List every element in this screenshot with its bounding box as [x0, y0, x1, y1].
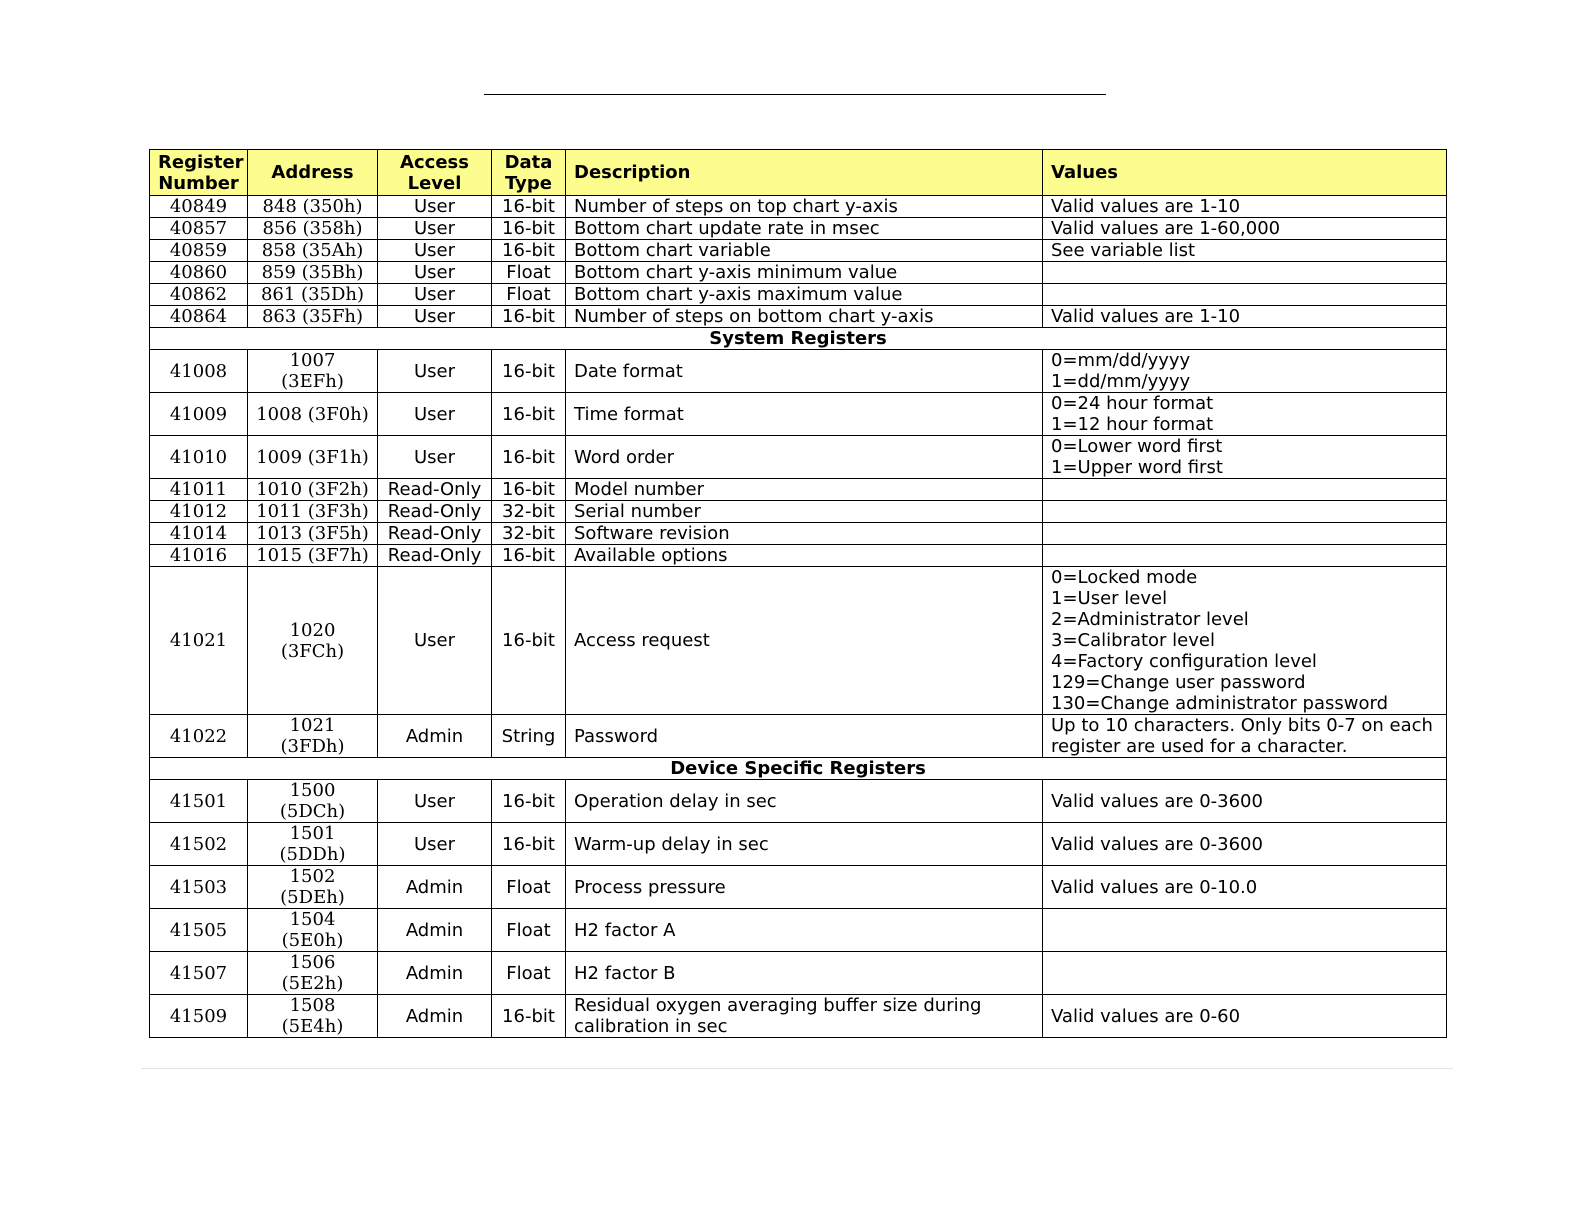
- value-line: Valid values are 0-10.0: [1051, 876, 1258, 898]
- address-cell: 859 (35Bh): [248, 262, 378, 284]
- table-row: [150, 479, 1447, 501]
- data-type-cell: 16-bit: [492, 196, 566, 218]
- value-line: Valid values are 1-60,000: [1051, 218, 1281, 239]
- values-cell: [1043, 218, 1447, 240]
- values-cell: [1043, 479, 1447, 501]
- description-cell: Password: [566, 715, 1043, 758]
- register-number-cell: 40864: [150, 306, 248, 328]
- description-cell: Word order: [566, 436, 1043, 479]
- register-number-cell: 40862: [150, 284, 248, 306]
- header-description: Description: [566, 150, 1043, 196]
- address-cell: 1502 (5DEh): [248, 866, 378, 909]
- description-cell: Bottom chart update rate in msec: [566, 218, 1043, 240]
- data-type-cell: Float: [492, 952, 566, 995]
- table-row: [150, 196, 1447, 218]
- description-cell: Process pressure: [566, 866, 1043, 909]
- values-cell: [1043, 306, 1447, 328]
- description-cell: Number of steps on top chart y-axis: [566, 196, 1043, 218]
- table-row: [150, 393, 1447, 436]
- values-cell: [1043, 780, 1447, 823]
- access-level-cell: User: [378, 196, 492, 218]
- data-type-cell: 16-bit: [492, 218, 566, 240]
- address-cell: 1506 (5E2h): [248, 952, 378, 995]
- register-table: [149, 149, 1447, 1038]
- header-access-line1: Access: [400, 151, 469, 173]
- table-row: [150, 715, 1447, 758]
- data-type-cell: 32-bit: [492, 523, 566, 545]
- register-number-cell: 41014: [150, 523, 248, 545]
- header-register-line2: Number: [158, 172, 239, 194]
- header-rule: [484, 94, 1106, 95]
- access-level-cell: User: [378, 262, 492, 284]
- values-cell: [1043, 523, 1447, 545]
- header-type-line2: Type: [505, 172, 552, 194]
- values-cell: [1043, 952, 1447, 995]
- data-type-cell: 16-bit: [492, 350, 566, 393]
- register-number-cell: 41021: [150, 567, 248, 715]
- address-cell: 1010 (3F2h): [248, 479, 378, 501]
- address-cell: 858 (35Ah): [248, 240, 378, 262]
- data-type-cell: 16-bit: [492, 393, 566, 436]
- register-number-cell: 41502: [150, 823, 248, 866]
- address-cell: 861 (35Dh): [248, 284, 378, 306]
- value-line: register are used for a character.: [1051, 736, 1348, 757]
- address-cell: 1008 (3F0h): [248, 393, 378, 436]
- table-row: [150, 909, 1447, 952]
- header-register-line1: Register: [158, 151, 244, 173]
- value-line: 2=Administrator level: [1051, 609, 1249, 630]
- data-type-cell: Float: [492, 262, 566, 284]
- register-number-cell: 41503: [150, 866, 248, 909]
- section-title: System Registers: [150, 328, 1447, 350]
- value-line: Up to 10 characters. Only bits 0-7 on each: [1051, 715, 1433, 736]
- data-type-cell: 16-bit: [492, 823, 566, 866]
- description-cell: Bottom chart y-axis maximum value: [566, 284, 1043, 306]
- data-type-cell: Float: [492, 284, 566, 306]
- access-level-cell: Admin: [378, 952, 492, 995]
- table-row: [150, 262, 1447, 284]
- data-type-cell: 16-bit: [492, 780, 566, 823]
- table-row: [150, 545, 1447, 567]
- access-level-cell: User: [378, 393, 492, 436]
- data-type-cell: 16-bit: [492, 567, 566, 715]
- description-cell: Bottom chart variable: [566, 240, 1043, 262]
- values-cell: [1043, 350, 1447, 393]
- description-cell: Date format: [566, 350, 1043, 393]
- access-level-cell: Admin: [378, 995, 492, 1038]
- values-cell: [1043, 436, 1447, 479]
- value-line: 1=Upper word first: [1051, 457, 1223, 478]
- address-cell: 856 (358h): [248, 218, 378, 240]
- table-row: [150, 240, 1447, 262]
- values-cell: [1043, 545, 1447, 567]
- data-type-cell: 16-bit: [492, 479, 566, 501]
- access-level-cell: Admin: [378, 715, 492, 758]
- address-cell: 1508 (5E4h): [248, 995, 378, 1038]
- address-cell: 1501 (5DDh): [248, 823, 378, 866]
- data-type-cell: String: [492, 715, 566, 758]
- data-type-cell: 16-bit: [492, 436, 566, 479]
- value-line: 1=dd/mm/yyyy: [1051, 371, 1191, 392]
- header-type-line1: Data: [504, 151, 553, 173]
- address-cell: 1007 (3EFh): [248, 350, 378, 393]
- register-number-cell: 41016: [150, 545, 248, 567]
- register-number-cell: 41022: [150, 715, 248, 758]
- register-number-cell: 41009: [150, 393, 248, 436]
- access-level-cell: User: [378, 218, 492, 240]
- description-cell: Warm-up delay in sec: [566, 823, 1043, 866]
- header-access-level: [378, 150, 492, 196]
- values-cell: [1043, 823, 1447, 866]
- value-line: 0=24 hour format: [1051, 393, 1214, 414]
- description-cell: Available options: [566, 545, 1043, 567]
- table-row: [150, 567, 1447, 715]
- register-number-cell: 41509: [150, 995, 248, 1038]
- table-row: [150, 952, 1447, 995]
- description-cell: Serial number: [566, 501, 1043, 523]
- register-number-cell: 41011: [150, 479, 248, 501]
- description-cell: Operation delay in sec: [566, 780, 1043, 823]
- table-row: [150, 866, 1447, 909]
- address-cell: 1011 (3F3h): [248, 501, 378, 523]
- values-cell: [1043, 909, 1447, 952]
- data-type-cell: Float: [492, 909, 566, 952]
- register-number-cell: 41507: [150, 952, 248, 995]
- value-line: 1=12 hour format: [1051, 414, 1214, 435]
- value-line: 4=Factory configuration level: [1051, 651, 1317, 672]
- access-level-cell: User: [378, 780, 492, 823]
- register-number-cell: 40857: [150, 218, 248, 240]
- header-access-line2: Level: [407, 172, 462, 194]
- register-number-cell: 40859: [150, 240, 248, 262]
- data-type-cell: 16-bit: [492, 306, 566, 328]
- description-cell: Access request: [566, 567, 1043, 715]
- address-cell: 1500 (5DCh): [248, 780, 378, 823]
- address-cell: 1021 (3FDh): [248, 715, 378, 758]
- access-level-cell: Read-Only: [378, 545, 492, 567]
- description-cell: H2 factor B: [566, 952, 1043, 995]
- value-line: 0=Lower word first: [1051, 436, 1223, 457]
- register-number-cell: 40849: [150, 196, 248, 218]
- data-type-cell: 16-bit: [492, 240, 566, 262]
- footer-rule: [141, 1068, 1453, 1069]
- description-cell: H2 factor A: [566, 909, 1043, 952]
- values-cell: [1043, 393, 1447, 436]
- access-level-cell: User: [378, 436, 492, 479]
- address-cell: 1015 (3F7h): [248, 545, 378, 567]
- table-body: [150, 196, 1447, 1038]
- header-address: Address: [248, 150, 378, 196]
- access-level-cell: User: [378, 284, 492, 306]
- register-number-cell: 41008: [150, 350, 248, 393]
- values-cell: [1043, 866, 1447, 909]
- table-row: [150, 436, 1447, 479]
- access-level-cell: User: [378, 350, 492, 393]
- description-cell: Residual oxygen averaging buffer size during calibration in sec: [566, 995, 1043, 1038]
- address-cell: 1020 (3FCh): [248, 567, 378, 715]
- values-cell: [1043, 240, 1447, 262]
- register-number-cell: 41501: [150, 780, 248, 823]
- value-line: Valid values are 1-10: [1051, 196, 1241, 217]
- address-cell: 863 (35Fh): [248, 306, 378, 328]
- table-row: [150, 350, 1447, 393]
- table-header-row: [150, 150, 1447, 196]
- table-row: [150, 284, 1447, 306]
- data-type-cell: Float: [492, 866, 566, 909]
- value-line: 3=Calibrator level: [1051, 630, 1215, 651]
- access-level-cell: Admin: [378, 866, 492, 909]
- values-cell: [1043, 567, 1447, 715]
- table-row: [150, 823, 1447, 866]
- table-row: [150, 306, 1447, 328]
- data-type-cell: 16-bit: [492, 545, 566, 567]
- value-line: See variable list: [1051, 240, 1196, 261]
- values-cell: [1043, 715, 1447, 758]
- values-cell: [1043, 284, 1447, 306]
- value-line: Valid values are 0-3600: [1051, 790, 1263, 812]
- value-line: Valid values are 0-3600: [1051, 833, 1263, 855]
- description-cell: Software revision: [566, 523, 1043, 545]
- table-row: [150, 780, 1447, 823]
- value-line: 0=Locked mode: [1051, 567, 1198, 588]
- description-cell: Bottom chart y-axis minimum value: [566, 262, 1043, 284]
- value-line: 0=mm/dd/yyyy: [1051, 350, 1191, 371]
- section-row: [150, 758, 1447, 780]
- table-row: [150, 995, 1447, 1038]
- register-number-cell: 41012: [150, 501, 248, 523]
- header-data-type: [492, 150, 566, 196]
- description-cell: Time format: [566, 393, 1043, 436]
- access-level-cell: User: [378, 823, 492, 866]
- register-number-cell: 41010: [150, 436, 248, 479]
- header-register-number: [150, 150, 248, 196]
- address-cell: 1013 (3F5h): [248, 523, 378, 545]
- data-type-cell: 16-bit: [492, 995, 566, 1038]
- access-level-cell: Read-Only: [378, 523, 492, 545]
- value-line: Valid values are 1-10: [1051, 306, 1241, 327]
- header-values: Values: [1043, 150, 1447, 196]
- data-type-cell: 32-bit: [492, 501, 566, 523]
- access-level-cell: User: [378, 240, 492, 262]
- table-row: [150, 501, 1447, 523]
- table-row: [150, 523, 1447, 545]
- access-level-cell: User: [378, 306, 492, 328]
- value-line: 130=Change administrator password: [1051, 693, 1388, 714]
- values-cell: [1043, 262, 1447, 284]
- address-cell: 1504 (5E0h): [248, 909, 378, 952]
- values-cell: [1043, 501, 1447, 523]
- section-title: Device Specific Registers: [150, 758, 1447, 780]
- value-line: 1=User level: [1051, 588, 1168, 609]
- description-cell: Model number: [566, 479, 1043, 501]
- values-cell: [1043, 995, 1447, 1038]
- address-cell: 848 (350h): [248, 196, 378, 218]
- section-row: [150, 328, 1447, 350]
- access-level-cell: Read-Only: [378, 501, 492, 523]
- values-cell: [1043, 196, 1447, 218]
- table-row: [150, 218, 1447, 240]
- access-level-cell: User: [378, 567, 492, 715]
- access-level-cell: Admin: [378, 909, 492, 952]
- register-number-cell: 40860: [150, 262, 248, 284]
- access-level-cell: Read-Only: [378, 479, 492, 501]
- value-line: Valid values are 0-60: [1051, 1005, 1241, 1027]
- description-cell: Number of steps on bottom chart y-axis: [566, 306, 1043, 328]
- register-number-cell: 41505: [150, 909, 248, 952]
- value-line: 129=Change user password: [1051, 672, 1306, 693]
- address-cell: 1009 (3F1h): [248, 436, 378, 479]
